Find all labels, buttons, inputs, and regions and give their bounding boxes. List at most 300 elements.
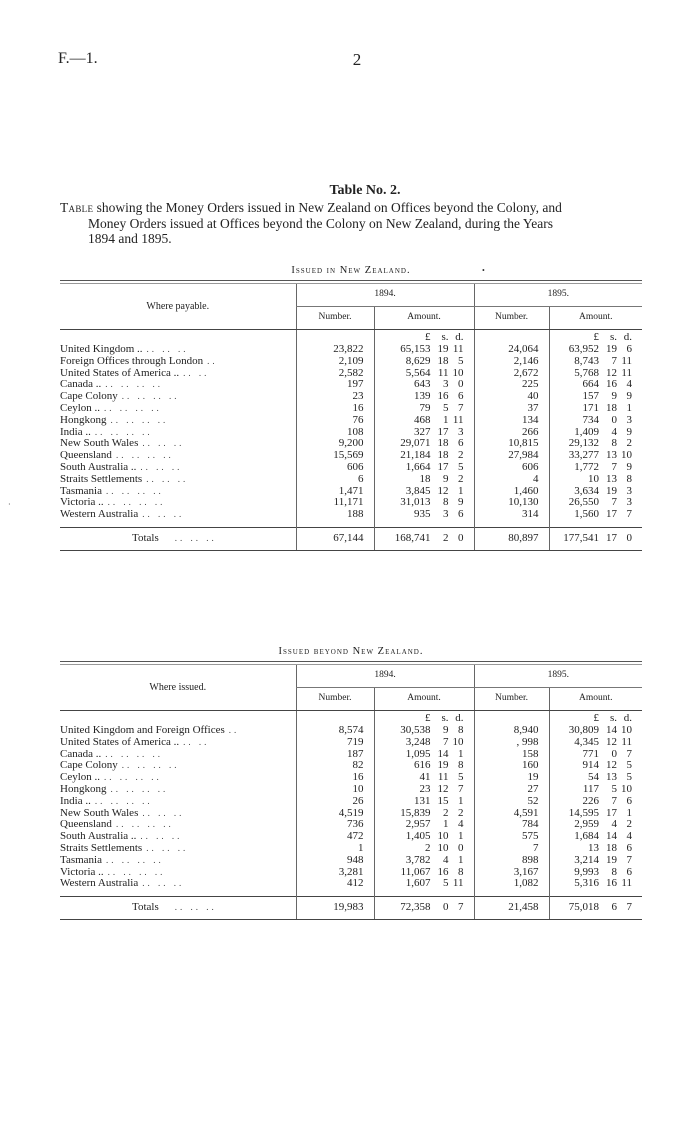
place-name: Western Australia: [60, 878, 139, 890]
leader-dots: .. .. ..: [146, 473, 189, 484]
shillings-value: 8: [611, 866, 617, 878]
shillings-value: 19: [606, 485, 617, 497]
shillings-value: 12: [606, 736, 617, 748]
place-name: Cape Colony: [60, 391, 118, 403]
totals-label-cell: [60, 897, 296, 920]
caption-lead: Table: [60, 200, 94, 215]
number-cell: 412: [296, 878, 374, 890]
section-issued-beyond-new-zealand: [60, 643, 642, 920]
amount-cell: [374, 403, 474, 415]
number-cell: 158: [474, 749, 549, 761]
place-name-cell: [60, 796, 296, 808]
shillings-value: 18: [437, 438, 449, 450]
amount-cell: [549, 772, 642, 784]
number-cell: 27,984: [474, 450, 549, 462]
section-heading: Issued beyond New Zealand.: [278, 646, 424, 657]
units-row: [60, 330, 642, 345]
number-cell: 23,822: [296, 344, 374, 356]
pence-value: 9: [626, 426, 632, 438]
shillings-value: 0: [611, 414, 617, 426]
pence-value: 7: [626, 509, 632, 521]
amount-cell: [549, 438, 642, 450]
number-cell: 9,200: [296, 438, 374, 450]
pounds-value: 643: [414, 379, 431, 391]
number-cell: 24,064: [474, 344, 549, 356]
pounds-value: 139: [414, 391, 431, 403]
table-row: [60, 344, 642, 356]
pounds-value: 171: [582, 402, 599, 414]
shillings-value: 12: [437, 485, 449, 497]
pounds-value: 1,664: [405, 461, 431, 473]
leader-dots: .. .. .. ..: [94, 426, 153, 437]
pence-value: 7: [626, 854, 632, 866]
amount-cell: [374, 737, 474, 749]
number-cell: 16: [296, 403, 374, 415]
leader-dots: .. .. .. ..: [106, 854, 164, 865]
amount-cell: [549, 760, 642, 772]
pence-value: 0: [626, 532, 632, 545]
amount-cell: [549, 415, 642, 427]
table-row: [60, 772, 642, 784]
shillings-value: 18: [437, 355, 449, 367]
number-cell: 11,171: [296, 497, 374, 509]
pounds-value: 468: [414, 414, 431, 426]
shillings-value: 13: [606, 473, 617, 485]
document-reference: F.—1.: [58, 50, 98, 67]
shillings-value: 11: [437, 772, 449, 784]
caption-line-2: Money Orders issued at Offices beyond the Colony on New Zealand, during the Years: [88, 215, 554, 231]
amount-cell: [374, 784, 474, 796]
amount-cell: [374, 474, 474, 486]
number-cell: 19,983: [296, 897, 374, 920]
amount-cell: [549, 486, 642, 498]
amount-cell: [374, 368, 474, 380]
place-name-cell: [60, 379, 296, 391]
number-cell: 76: [296, 415, 374, 427]
totals-label-cell: [60, 527, 296, 550]
pounds-value: 79: [419, 402, 431, 414]
amount-cell: [549, 391, 642, 403]
unit-pounds: £: [425, 331, 431, 344]
amount-column-header: Amount.: [549, 307, 642, 330]
money-order-table: [60, 661, 642, 920]
pounds-value: 21,184: [400, 450, 431, 462]
table-row: [60, 796, 642, 808]
table-row: [60, 737, 642, 749]
pence-value: 1: [626, 402, 632, 414]
shillings-value: 17: [437, 426, 449, 438]
pounds-value: 11,067: [400, 866, 431, 878]
leader-dots: .. .. ..: [142, 878, 185, 889]
pence-value: 3: [626, 485, 632, 497]
number-cell: 606: [296, 462, 374, 474]
shillings-value: 14: [606, 831, 617, 843]
pounds-value: 3,782: [405, 854, 431, 866]
totals-row: [60, 897, 642, 920]
shillings-value: 9: [443, 725, 449, 736]
number-cell: 948: [296, 855, 374, 867]
shillings-value: 19: [437, 760, 449, 772]
pence-value: 7: [458, 901, 464, 914]
pence-value: 4: [626, 831, 632, 843]
place-name: Straits Settlements: [60, 473, 143, 485]
pounds-value: 1,560: [574, 509, 599, 521]
pounds-value: 157: [582, 391, 599, 403]
place-name-cell: [60, 784, 296, 796]
amount-cell: [549, 796, 642, 808]
amount-column-header: Amount.: [549, 688, 642, 711]
shillings-value: 19: [437, 344, 449, 355]
place-name: Western Australia: [60, 509, 139, 521]
table-row: [60, 474, 642, 486]
shillings-value: 8: [443, 497, 449, 509]
pounds-value: 3,214: [574, 854, 599, 866]
number-column-header: Number.: [296, 688, 374, 711]
pounds-value: 72,358: [400, 901, 431, 914]
amount-cell: [374, 749, 474, 761]
pounds-value: 33,277: [568, 450, 599, 462]
pence-value: 4: [458, 819, 464, 831]
pounds-value: 177,541: [563, 532, 599, 545]
pence-value: 9: [626, 391, 632, 403]
place-name: India ..: [60, 795, 91, 807]
table-row: [60, 725, 642, 737]
pounds-value: 5,316: [574, 878, 599, 890]
pounds-value: 65,153: [400, 344, 431, 355]
leader-dots: .. .. ..: [142, 438, 185, 449]
pounds-value: 29,132: [568, 438, 599, 450]
number-cell: 10,130: [474, 497, 549, 509]
pence-value: 11: [621, 878, 632, 890]
pounds-value: 3,634: [574, 485, 599, 497]
table-row: [60, 867, 642, 879]
table-row: [60, 450, 642, 462]
year-header-1894: 1894.: [296, 665, 474, 688]
place-name: Tasmania: [60, 485, 102, 497]
number-cell: 575: [474, 831, 549, 843]
currency-units: [374, 711, 474, 726]
unit-pence: d.: [455, 712, 464, 725]
unit-pence: d.: [455, 331, 464, 344]
shillings-value: 13: [606, 772, 617, 784]
table-row: [60, 749, 642, 761]
pence-value: 11: [452, 414, 464, 426]
shillings-value: 17: [606, 509, 617, 521]
pence-value: 6: [458, 509, 464, 521]
totals-row: [60, 527, 642, 550]
place-name-cell: [60, 462, 296, 474]
pence-value: 8: [626, 473, 632, 485]
currency-units: [374, 330, 474, 345]
unit-pounds: £: [425, 712, 431, 725]
section-heading: Issued in New Zealand.: [291, 265, 411, 276]
shillings-value: 16: [437, 391, 449, 403]
amount-cell: [374, 855, 474, 867]
shillings-value: 2: [443, 532, 449, 545]
pence-value: 2: [626, 819, 632, 831]
pence-value: 6: [458, 391, 464, 403]
pence-value: 8: [458, 760, 464, 772]
totals-label: Totals: [132, 532, 159, 545]
leader-dots: .. .. .. ..: [121, 760, 180, 771]
amount-cell: [549, 368, 642, 380]
place-name-cell: [60, 819, 296, 831]
number-cell: 26: [296, 796, 374, 808]
place-name-cell: [60, 760, 296, 772]
table-row: [60, 403, 642, 415]
table-row: [60, 855, 642, 867]
amount-cell: [374, 831, 474, 843]
pence-value: 10: [452, 367, 464, 379]
pence-value: 11: [621, 367, 632, 379]
amount-cell: [374, 379, 474, 391]
pounds-value: 23: [419, 783, 431, 795]
shillings-value: 4: [443, 854, 449, 866]
pence-value: 2: [458, 807, 464, 819]
amount-cell: [549, 356, 642, 368]
amount-cell: [374, 796, 474, 808]
shillings-value: 17: [606, 807, 617, 819]
place-name-cell: [60, 855, 296, 867]
shillings-value: 4: [611, 819, 617, 831]
place-name: Hongkong: [60, 783, 107, 795]
number-cell: 21,458: [474, 897, 549, 920]
amount-cell: [374, 527, 474, 550]
shillings-value: 0: [443, 901, 449, 914]
pence-value: 1: [458, 831, 464, 843]
pence-value: 7: [458, 402, 464, 414]
place-name-cell: [60, 486, 296, 498]
currency-units: [549, 330, 642, 345]
pounds-value: 1,409: [574, 426, 599, 438]
shillings-value: 0: [611, 748, 617, 760]
shillings-value: 1: [443, 414, 449, 426]
leader-dots: .. .. .. ..: [104, 772, 162, 783]
number-cell: 2,146: [474, 356, 549, 368]
number-cell: 1: [296, 843, 374, 855]
amount-cell: [374, 867, 474, 879]
place-name-cell: [60, 808, 296, 820]
pounds-value: 2: [425, 842, 431, 854]
table-row: [60, 486, 642, 498]
pounds-value: 226: [582, 795, 599, 807]
money-order-table: [60, 280, 642, 551]
amount-cell: [374, 450, 474, 462]
shillings-value: 16: [606, 379, 617, 391]
pence-value: 2: [458, 473, 464, 485]
shillings-value: 12: [606, 760, 617, 772]
table-row: [60, 509, 642, 521]
number-cell: 52: [474, 796, 549, 808]
number-cell: 898: [474, 855, 549, 867]
pence-value: 3: [626, 497, 632, 509]
place-name-cell: [60, 737, 296, 749]
amount-cell: [549, 344, 642, 356]
pence-value: 6: [458, 438, 464, 450]
shillings-value: 7: [611, 355, 617, 367]
pounds-value: 1,684: [574, 831, 599, 843]
pence-value: 8: [458, 725, 464, 736]
place-name-cell: [60, 356, 296, 368]
shillings-value: 7: [611, 461, 617, 473]
place-name: Victoria ..: [60, 497, 104, 509]
place-name-cell: [60, 474, 296, 486]
table-row: [60, 438, 642, 450]
amount-cell: [374, 819, 474, 831]
place-name-cell: [60, 831, 296, 843]
pounds-value: 26,550: [568, 497, 599, 509]
place-name: New South Wales: [60, 438, 139, 450]
shillings-value: 18: [606, 402, 617, 414]
leader-dots: .. .. .. ..: [105, 748, 163, 759]
amount-cell: [374, 808, 474, 820]
pounds-value: 914: [582, 760, 599, 772]
amount-cell: [374, 344, 474, 356]
place-name-cell: [60, 497, 296, 509]
leader-dots: .. .. ..: [146, 842, 189, 853]
place-name: South Australia ..: [60, 461, 137, 473]
number-cell: 10,815: [474, 438, 549, 450]
place-name: Queensland: [60, 819, 112, 831]
unit-shillings: s.: [441, 712, 449, 725]
pence-value: 7: [626, 748, 632, 760]
table-row: [60, 497, 642, 509]
amount-cell: [374, 897, 474, 920]
shillings-value: 3: [443, 379, 449, 391]
pounds-value: 734: [582, 414, 599, 426]
amount-cell: [374, 878, 474, 890]
pounds-value: 5,768: [574, 367, 599, 379]
pounds-value: 117: [582, 783, 599, 795]
number-cell: 2,109: [296, 356, 374, 368]
place-name: Queensland: [60, 450, 112, 462]
pence-value: 11: [621, 736, 632, 748]
pounds-value: 664: [582, 379, 599, 391]
leader-dots: .. .. .. ..: [121, 391, 180, 402]
pounds-value: 3,845: [405, 485, 431, 497]
amount-cell: [374, 497, 474, 509]
amount-cell: [549, 403, 642, 415]
section-issued-in-new-zealand: [60, 262, 642, 551]
table-row: [60, 368, 642, 380]
pence-value: 2: [458, 450, 464, 462]
table-row: [60, 391, 642, 403]
amount-cell: [549, 867, 642, 879]
unit-shillings: s.: [609, 331, 617, 344]
place-name-cell: [60, 368, 296, 380]
units-row: [60, 711, 642, 726]
place-name-cell: [60, 725, 296, 737]
amount-column-header: Amount.: [374, 688, 474, 711]
number-cell: 784: [474, 819, 549, 831]
pence-value: 3: [626, 414, 632, 426]
place-name: South Australia ..: [60, 831, 137, 843]
amount-cell: [374, 486, 474, 498]
number-cell: 37: [474, 403, 549, 415]
amount-cell: [549, 450, 642, 462]
shillings-value: 6: [611, 901, 617, 914]
place-name: Foreign Offices through London: [60, 355, 204, 367]
amount-cell: [549, 509, 642, 521]
pence-value: 5: [626, 772, 632, 784]
shillings-value: 7: [443, 736, 449, 748]
leader-dots: ..: [228, 725, 240, 735]
table-caption: [60, 200, 648, 247]
shillings-value: 8: [611, 438, 617, 450]
currency-units: [549, 711, 642, 726]
amount-cell: [549, 527, 642, 550]
number-cell: , 998: [474, 737, 549, 749]
number-cell: 16: [296, 772, 374, 784]
number-cell: 314: [474, 509, 549, 521]
amount-cell: [374, 415, 474, 427]
shillings-value: 14: [437, 748, 449, 760]
pounds-value: 75,018: [568, 901, 599, 914]
where-column-header: Where issued.: [149, 681, 207, 693]
number-cell: 3,167: [474, 867, 549, 879]
shillings-value: 13: [606, 450, 617, 462]
shillings-value: 11: [437, 367, 449, 379]
table-row: [60, 427, 642, 439]
pounds-value: 15,839: [400, 807, 431, 819]
place-name: Hongkong: [60, 414, 107, 426]
number-cell: 4: [474, 474, 549, 486]
number-cell: 15,569: [296, 450, 374, 462]
table-title: Table No. 2.: [329, 183, 401, 198]
number-cell: 160: [474, 760, 549, 772]
pounds-value: 1,607: [405, 878, 431, 890]
leader-dots: .. .. ..: [140, 831, 183, 842]
leader-dots: .. .. ..: [174, 902, 217, 913]
year-header-1895: 1895.: [474, 284, 642, 307]
totals-label: Totals: [132, 901, 159, 914]
pounds-value: 771: [582, 748, 599, 760]
number-cell: 80,897: [474, 527, 549, 550]
unit-shillings: s.: [441, 331, 449, 344]
number-cell: 266: [474, 427, 549, 439]
shillings-value: 16: [437, 866, 449, 878]
pounds-value: 1,772: [574, 461, 599, 473]
pounds-value: 10: [588, 473, 599, 485]
pence-value: 11: [621, 355, 632, 367]
place-name-cell: [60, 843, 296, 855]
amount-cell: [374, 509, 474, 521]
leader-dots: .. .. .. ..: [94, 795, 153, 806]
shillings-value: 15: [437, 795, 449, 807]
pounds-value: 30,809: [568, 725, 599, 736]
amount-cell: [549, 897, 642, 920]
pence-value: 6: [626, 842, 632, 854]
place-name-cell: [60, 749, 296, 761]
pence-value: 1: [458, 854, 464, 866]
number-cell: 67,144: [296, 527, 374, 550]
number-cell: 1,082: [474, 878, 549, 890]
number-cell: 40: [474, 391, 549, 403]
amount-cell: [549, 855, 642, 867]
pounds-value: 2,957: [405, 819, 431, 831]
amount-cell: [549, 878, 642, 890]
amount-cell: [549, 462, 642, 474]
number-column-header: Number.: [474, 307, 549, 330]
place-name-cell: [60, 772, 296, 784]
place-name: Cape Colony: [60, 760, 118, 772]
shillings-value: 9: [443, 473, 449, 485]
stray-mark: ·: [8, 500, 11, 509]
place-name-cell: [60, 403, 296, 415]
place-name-cell: [60, 427, 296, 439]
amount-cell: [549, 725, 642, 737]
number-cell: 225: [474, 379, 549, 391]
